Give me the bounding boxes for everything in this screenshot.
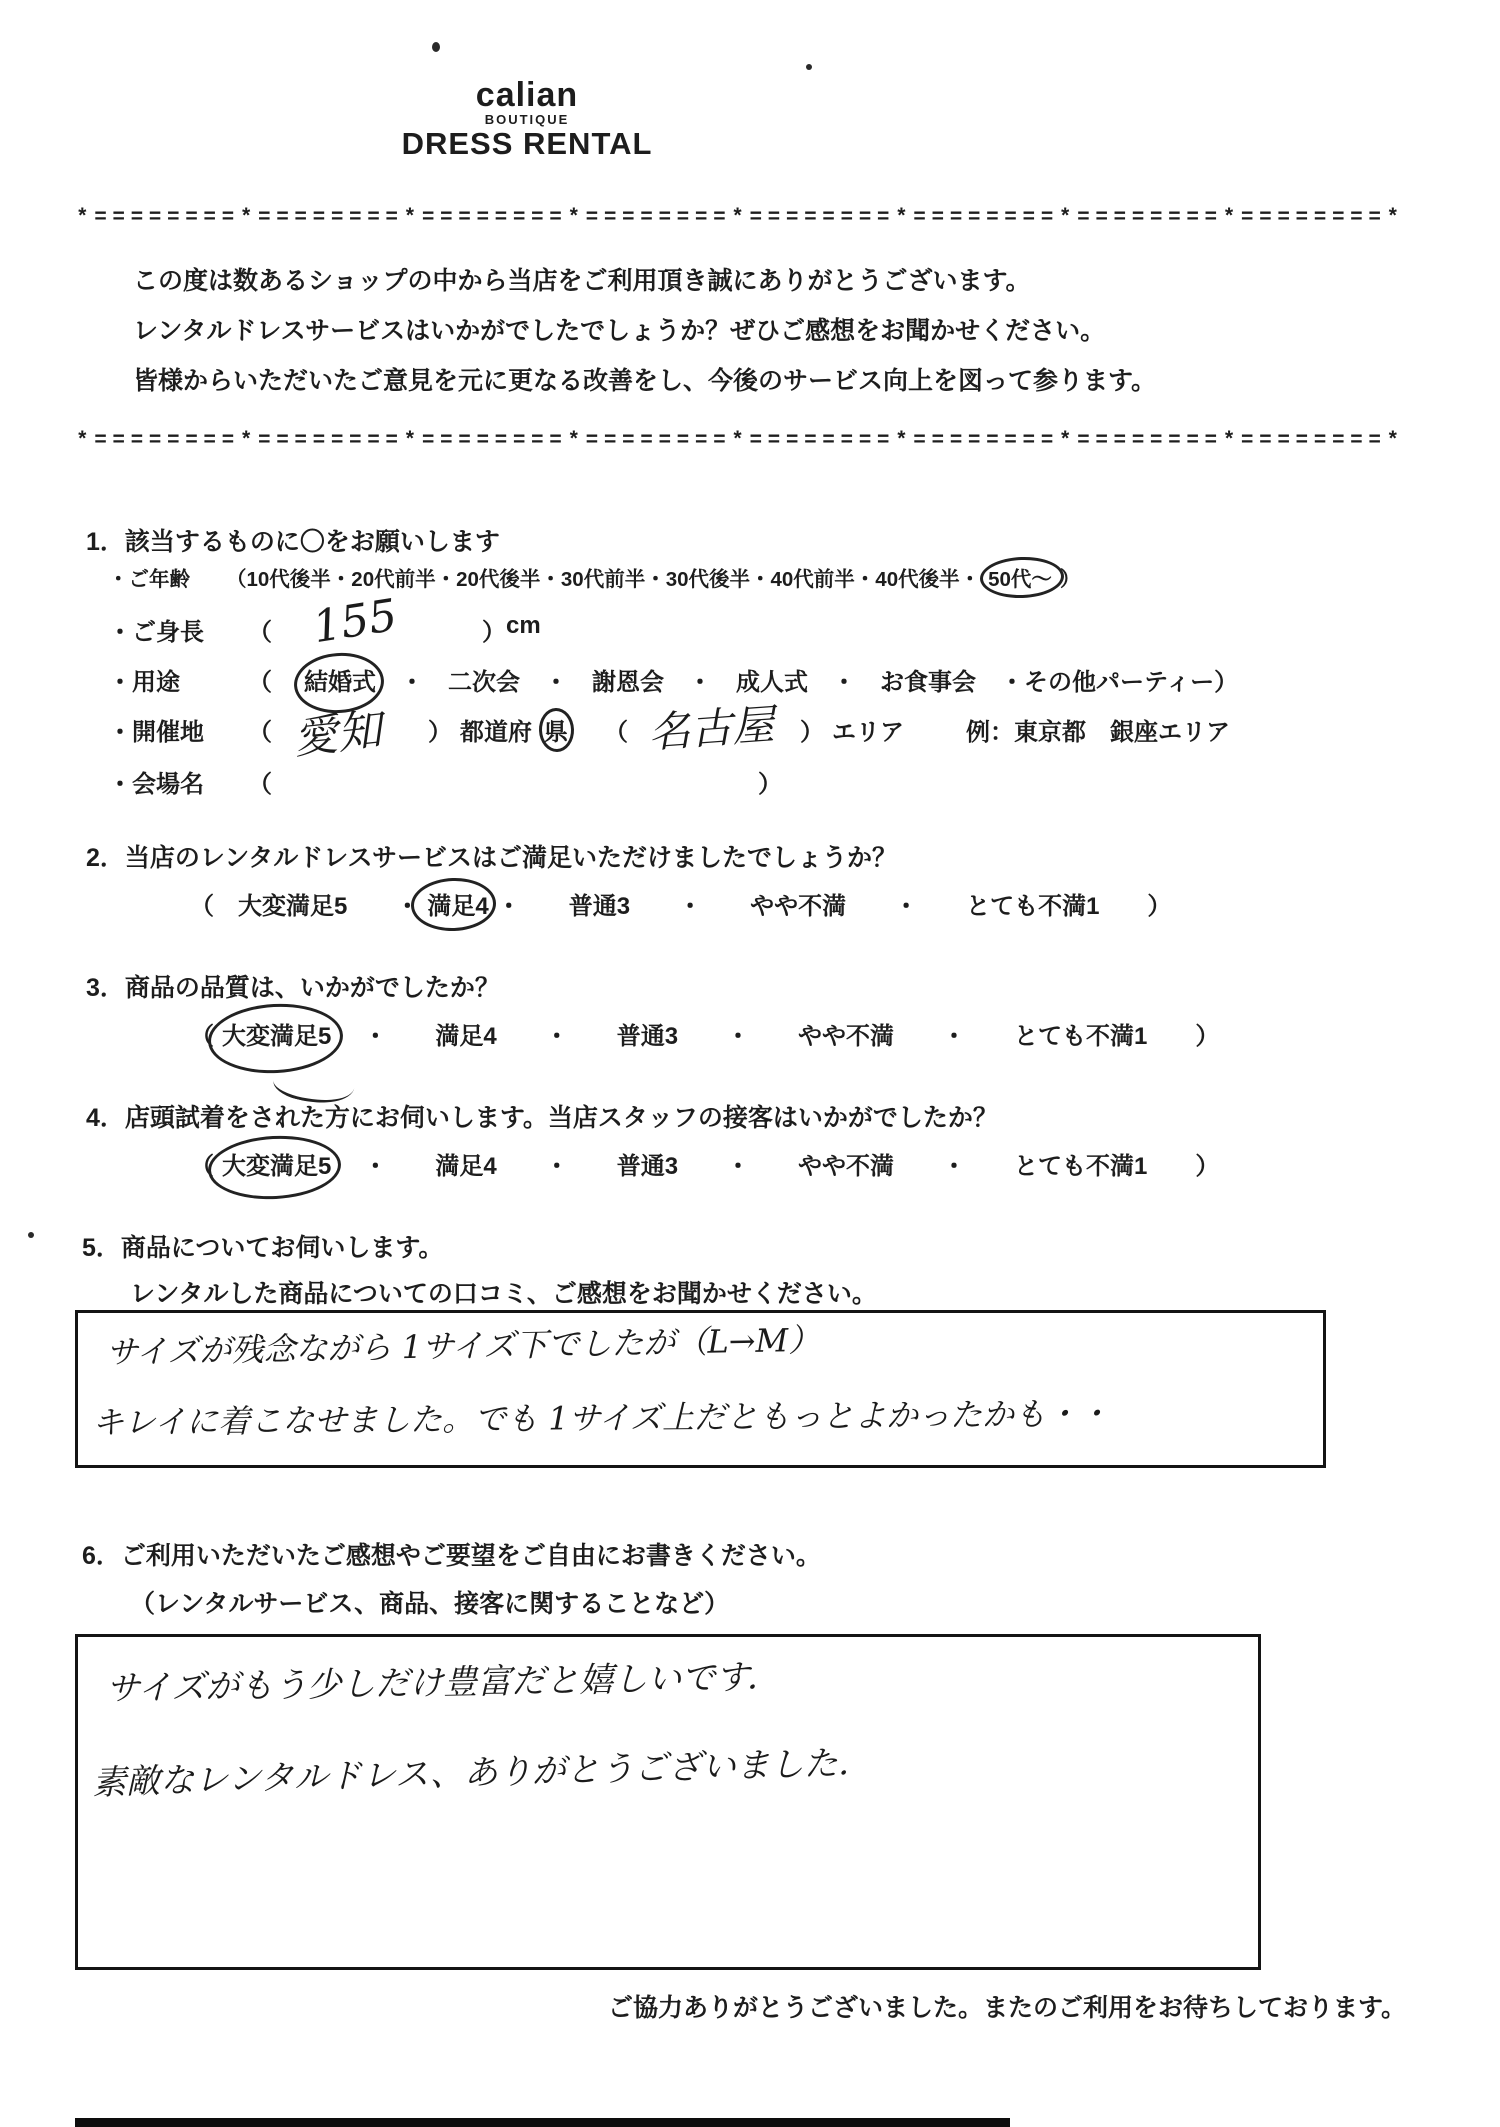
q1-height-handwritten-value: 155 — [309, 589, 401, 654]
q1-purpose-label: ・用途 — [108, 669, 180, 696]
q1-height-close-paren: ） — [482, 619, 506, 646]
q2-heading: 2．当店のレンタルドレスサービスはご満足いただけましたでしょうか？ — [86, 844, 898, 872]
q1-purpose-row — [108, 662, 1239, 697]
q1-age-close-paren: ） — [1059, 568, 1081, 591]
q1-place-label: ・開催地 — [108, 719, 204, 746]
q1-place-handwritten-prefecture: 愛知 — [291, 704, 384, 765]
q1-age-options: （10代後半・20代前半・20代後半・30代前半・30代後半・40代前半・40代後半・ — [226, 568, 981, 591]
q1-age-row — [108, 562, 1080, 592]
q5-subheading: レンタルした商品についての口コミ、ご感想をお聞かせください。 — [130, 1280, 877, 1308]
q4-scale-row: （ 大変満足5 ・ 満足4 ・ 普通3 ・ やや不満 ・ とても不満1 ） — [190, 1146, 1219, 1181]
q1-purpose-open-paren: （ — [248, 669, 272, 696]
q1-height-row — [108, 589, 541, 654]
q2-circled-option: 満足4 — [427, 886, 488, 921]
intro-line-1: この度は数あるショップの中から当店をご利用頂き誠にありがとうございます。 — [133, 267, 1031, 295]
q6-subheading: （レンタルサービス、商品、接客に関することなど） — [130, 1590, 730, 1618]
q3-scale-row: （ 大変満足5 ・ 満足4 ・ 普通3 ・ やや不満 ・ とても不満1 ） — [190, 1016, 1219, 1051]
q1-place-pref-circled: 県 — [544, 712, 568, 747]
q5-handwritten-line-2: キレイに着こなせました。でも 1サイズ上だともっとよかったかも・・ — [91, 1394, 1111, 1442]
q1-purpose-circled-option: 結婚式 — [304, 662, 376, 697]
q1-place-open-paren: （ — [248, 719, 272, 746]
q4-heading: 4．店頭試着をされた方にお伺いします。当店スタッフの接客はいかがでしたか？ — [86, 1104, 998, 1132]
q1-place-close-paren: ） — [428, 719, 452, 746]
page-title: DRESS RENTAL — [401, 126, 653, 161]
q5-handwritten-line-1: サイズが残念ながら 1サイズ下でしたが（L→M） — [105, 1320, 821, 1372]
q1-venue-row — [108, 764, 782, 799]
q1-place-row — [108, 699, 1230, 765]
q1-area-handwritten-value: 名古屋 — [646, 699, 776, 758]
q1-heading: 1．該当するものに〇をお願いします — [86, 528, 500, 556]
intro-line-3: 皆様からいただいたご意見を元に更なる改善をし、今後のサービス向上を図って参ります。 — [133, 367, 1157, 395]
q6-heading: 6．ご利用いただいたご感想やご要望をご自由にお書きください。 — [82, 1542, 821, 1570]
q1-height-label: ・ご身長 — [108, 619, 204, 646]
q6-answer-box — [75, 1634, 1261, 1970]
q5-heading: 5．商品についてお伺いします。 — [82, 1234, 444, 1262]
q1-height-unit: cm — [506, 612, 541, 639]
q4-scale-options: （ — [190, 1153, 214, 1180]
q3-scale-options: （ — [190, 1023, 214, 1050]
q1-venue-close-paren: ） — [758, 771, 782, 798]
q1-venue-label: ・会場名 — [108, 771, 204, 798]
q3-circled-option: 大変満足5 — [222, 1016, 331, 1051]
q1-venue-open-paren: （ — [248, 771, 272, 798]
q1-place-pref-text: 都道府 — [460, 719, 532, 746]
q1-age-circled-option: 50代～ — [988, 562, 1052, 592]
brand-subtitle: BOUTIQUE — [484, 112, 570, 127]
separator-line-bottom: *========*========*========*========*========*========*========*========* — [76, 430, 1405, 453]
footer-thanks: ご協力ありがとうございました。またのご利用をお待ちしております。 — [607, 1994, 1406, 2022]
q1-area-close-paren: ） — [800, 719, 824, 746]
q2-scale-row: （ 大変満足5 ・ 満足4 ・ 普通3 ・ やや不満 ・ とても不満1 ） — [190, 886, 1171, 921]
q4-circled-option: 大変満足5 — [222, 1146, 331, 1181]
q1-purpose-options: ・ 二次会 ・ 謝恩会 ・ 成人式 ・ お食事会 ・その他パーティー） — [400, 669, 1239, 696]
q6-handwritten-line-2: 素敵なレンタルドレス、ありがとうございました． — [91, 1742, 873, 1804]
brand-logo: calian — [475, 76, 579, 114]
scan-artifact — [432, 42, 440, 52]
q1-area-open-paren: （ — [604, 719, 628, 746]
scan-artifact — [806, 64, 812, 70]
scan-edge-bar — [75, 2118, 1010, 2127]
separator-line-top: *========*========*========*========*========*========*========*========* — [76, 207, 1405, 230]
q1-area-label: エリア — [832, 719, 904, 746]
q6-handwritten-line-1: サイズがもう少しだけ豊富だと嬉しいです． — [105, 1657, 781, 1709]
q5-answer-box — [75, 1310, 1326, 1468]
q2-scale-options: （ 大変満足5 ・ — [190, 893, 420, 920]
intro-line-2: レンタルドレスサービスはいかがでしたでしょうか？ぜひご感想をお聞かせください。 — [133, 317, 1106, 345]
q3-heading: 3．商品の品質は、いかがでしたか？ — [86, 974, 500, 1002]
q1-place-example: 例：東京都 銀座エリア — [966, 719, 1230, 746]
scan-artifact — [28, 1232, 34, 1238]
q1-age-label: ・ご年齢 — [108, 568, 190, 591]
q1-height-open-paren: （ — [248, 619, 272, 646]
